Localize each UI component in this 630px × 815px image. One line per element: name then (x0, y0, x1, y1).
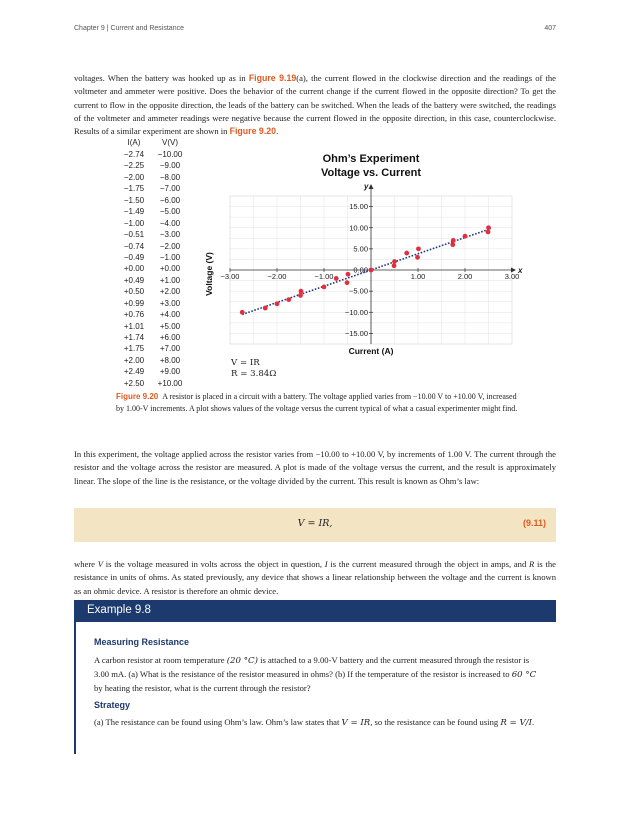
problem-text-3: by heating the resistor, what is the current through the resistor? (94, 683, 311, 693)
current-cell: +0.49 (123, 275, 145, 285)
data-point (334, 276, 339, 281)
strategy-text-1: (a) The resistance can be found using Ohm’s law. Ohm’s law states that (94, 717, 342, 727)
problem-text-1: A carbon resistor at room temperature (94, 655, 227, 665)
data-point (486, 230, 491, 235)
voltage-cell: +8.00 (159, 355, 181, 365)
voltage-cell: −2.00 (159, 241, 181, 251)
var-v: V (97, 559, 103, 569)
voltage-cell: −5.00 (159, 207, 181, 217)
ohms-law-note (231, 358, 276, 380)
data-point (240, 310, 245, 315)
example-header-bar (74, 600, 556, 622)
chart-subtitle: Voltage vs. Current (320, 167, 422, 179)
heated-temperature: 60 °C (511, 670, 537, 680)
table-row (116, 150, 188, 161)
figure-link-9-20[interactable]: Figure 9.20 (229, 126, 277, 137)
y-tick-label: 0.00 (353, 265, 368, 275)
table-row (116, 356, 188, 367)
table-header (116, 138, 188, 150)
ohms-law-chart (200, 150, 523, 390)
current-cell: −0.51 (123, 230, 145, 240)
voltage-cell: +7.00 (159, 344, 181, 354)
table-row (116, 367, 188, 378)
table-row (116, 322, 188, 333)
y-tick-label: −10.00 (344, 307, 368, 317)
ohms-law-paragraph: In this experiment, the voltage applied across the resistor varies from −10.00 to +10.00 V, by increments of 1.00 V. The current through the resistor and the voltage across the resistor are measured. A plot is made of the voltage versus the current, and the result is approximately linear. The slope of the line is the resistance, or the voltage divided by the current. This result is known as Ohm’s law: (74, 449, 556, 486)
table-row (116, 299, 188, 310)
current-column-header: I(A) (127, 138, 141, 147)
chapter-title: Chapter 9 | Current and Resistance (74, 25, 184, 32)
definitions-paragraph (74, 558, 556, 598)
x-tick-label: −1.00 (314, 272, 334, 281)
y-axis-arrow (369, 184, 374, 189)
current-cell: +2.50 (123, 378, 145, 388)
data-point (486, 225, 491, 230)
x-tick-label: 1.00 (410, 272, 426, 281)
current-cell: +0.99 (123, 298, 145, 308)
x-axis-letter: x (518, 266, 523, 275)
table-row (116, 310, 188, 321)
current-cell: −1.00 (123, 218, 145, 228)
voltage-cell: +6.00 (159, 333, 181, 342)
caption-text: A resistor is placed in a circuit with a battery. The voltage applied varies from −10.00 V to +10.00 V, increased by 1.00-V increments. A plot shows values of the voltage versus the current typical of what a casual experimenter might find. (116, 392, 518, 413)
table-row (116, 207, 188, 218)
table-row (116, 276, 188, 287)
data-point (450, 242, 455, 247)
table-row (116, 333, 188, 344)
y-tick-label: 10.00 (349, 223, 368, 233)
current-cell: +0.76 (123, 310, 145, 320)
table-body (116, 150, 188, 390)
x-tick-label: −2.00 (267, 272, 287, 281)
problem-text-2: is attached to a 9.00-V battery and the current measured through the resistor is 3.00 mA. (a) What is the resistance of the resistor measured in ohms? (b) If the temperature of the resistor is increased to (94, 655, 530, 679)
data-point (286, 297, 291, 302)
data-table (116, 138, 188, 390)
current-cell: +2.00 (123, 355, 145, 365)
voltage-cell: −6.00 (159, 195, 181, 205)
y-axis-letter: y (364, 182, 369, 191)
intro-paragraph (74, 72, 556, 138)
voltage-cell: −3.00 (159, 230, 181, 240)
voltage-cell: +9.00 (159, 367, 181, 377)
table-row (116, 196, 188, 207)
data-point (392, 259, 397, 264)
example-left-rule (74, 622, 76, 754)
voltage-cell: +2.00 (159, 287, 181, 297)
figure-caption (116, 391, 520, 414)
voltage-cell: +3.00 (159, 298, 181, 308)
table-row (116, 173, 188, 184)
current-cell: −1.50 (123, 195, 145, 205)
strategy-equation-2: R = V/I (500, 718, 532, 728)
strategy-heading: Strategy (94, 700, 131, 710)
data-point (263, 306, 268, 311)
data-point (299, 289, 304, 294)
strategy-text (94, 716, 542, 730)
current-cell: +2.49 (123, 367, 145, 377)
equation-box (74, 508, 556, 542)
current-cell: −0.49 (123, 252, 145, 262)
intro-text-2: (a), the current flowed in the clockwise direction and the readings of the voltmeter and ammeter were positive. Does the behavior of the current change if the current flowed in the opposite direction? To get the current to flow in the opposite direction, the leads of the battery can be switched. When the leads of the battery were switched, the readings of the voltmeter and ammeter readings were negative because the current flowed in the opposite direction, in this case, counterclockwise. Results of a similar experiment are shown in (74, 73, 556, 137)
x-tick-label: −3.00 (220, 272, 240, 281)
current-cell: −1.75 (123, 184, 145, 194)
example-problem (94, 654, 542, 695)
y-axis-label: Voltage (V) (204, 252, 214, 296)
y-tick-label: 15.00 (349, 202, 368, 212)
voltage-cell: +0.00 (159, 264, 181, 274)
intro-text-1: voltages. When the battery was hooked up as in (74, 73, 249, 83)
data-point (346, 272, 351, 277)
voltage-cell: −4.00 (159, 218, 181, 228)
data-point (463, 234, 468, 239)
equation-number: (9.11) (522, 518, 546, 528)
resistance-value: R = 3.84Ω (231, 369, 277, 379)
example-title: Example 9.8 (87, 604, 151, 616)
table-row (116, 253, 188, 264)
x-tick-label: 3.00 (504, 272, 520, 281)
def-text-4: is the resistance in units of ohms. As stated previously, any device that shows a linear relationship between the voltage and the current is known as an ohmic device. A resistor is therefore an ohmic device. (74, 559, 556, 596)
x-axis-label: Current (A) (348, 346, 394, 356)
strategy-text-2: , so the resistance can be found using (370, 717, 501, 727)
table-row (116, 161, 188, 172)
data-point (298, 293, 303, 298)
running-head (74, 25, 556, 37)
table-row (116, 230, 188, 241)
current-cell: −2.00 (123, 172, 145, 182)
voltage-cell: +1.00 (159, 275, 181, 285)
var-i: I (324, 559, 328, 569)
data-point (451, 238, 456, 243)
data-point (369, 268, 374, 273)
y-tick-label: −15.00 (344, 329, 368, 339)
strategy-equation-1: V = IR (341, 718, 371, 728)
figure-link-9-19[interactable]: Figure 9.19 (248, 73, 297, 83)
table-row (116, 219, 188, 230)
current-cell: +1.74 (123, 333, 145, 342)
data-point (415, 255, 420, 260)
data-point (416, 246, 421, 251)
def-text-1: where (74, 559, 98, 569)
voltage-cell: +10.00 (157, 378, 183, 388)
data-point (404, 251, 409, 256)
current-cell: +0.00 (123, 264, 145, 274)
table-row (116, 184, 188, 195)
room-temperature: (20 °C) (226, 656, 258, 666)
voltage-cell: −1.00 (159, 252, 181, 262)
chart-title: Ohm’s Experiment (322, 153, 420, 165)
table-row (116, 287, 188, 298)
voltage-cell: −10.00 (157, 150, 183, 159)
current-cell: +1.01 (123, 321, 145, 331)
data-point (322, 285, 327, 290)
current-cell: +1.75 (123, 344, 145, 354)
table-row (116, 379, 188, 390)
current-cell: −0.74 (123, 241, 145, 251)
strategy-text-3: . (531, 717, 535, 727)
voltage-cell: +4.00 (159, 310, 181, 320)
def-text-2: is the voltage measured in volts across the object in question, (103, 559, 325, 569)
x-tick-label: 2.00 (457, 272, 473, 281)
var-r: R (529, 559, 535, 569)
table-row (116, 264, 188, 275)
data-point (392, 263, 397, 268)
current-cell: −1.49 (123, 207, 145, 217)
current-cell: +0.50 (123, 287, 145, 297)
intro-text-3: . (276, 126, 279, 137)
figure-number: Figure 9.20 (116, 392, 159, 401)
equation: V = IR, (297, 518, 333, 529)
ohms-law-formula: V = IR (231, 358, 260, 368)
current-cell: −2.74 (123, 150, 145, 159)
page-number: 407 (544, 25, 556, 32)
current-cell: −2.25 (123, 161, 145, 171)
table-row (116, 344, 188, 355)
def-text-3: is the current measured through the object in amps, and (327, 559, 530, 569)
y-tick-label: 5.00 (353, 244, 368, 254)
voltage-cell: −9.00 (159, 161, 181, 171)
voltage-cell: −7.00 (159, 184, 181, 194)
example-heading: Measuring Resistance (94, 637, 190, 647)
voltage-cell: +5.00 (159, 321, 181, 331)
voltage-cell: −8.00 (159, 172, 181, 182)
data-point (345, 280, 350, 285)
data-point (275, 301, 280, 306)
table-row (116, 242, 188, 253)
y-tick-label: −5.00 (349, 286, 368, 296)
voltage-column-header: V(V) (162, 138, 178, 147)
